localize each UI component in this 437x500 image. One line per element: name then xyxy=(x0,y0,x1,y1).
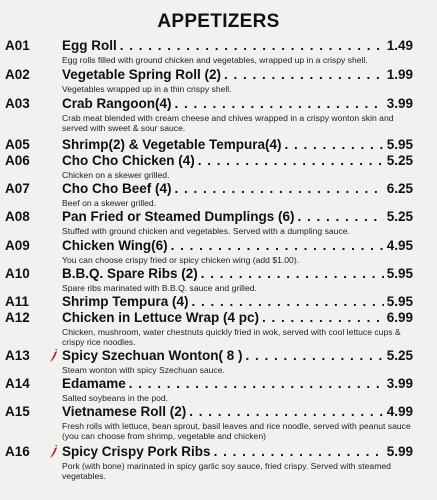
item-name-row xyxy=(62,238,413,254)
item-price: 4.95 xyxy=(386,238,413,253)
item-price: 1.99 xyxy=(386,67,413,82)
leader-dots xyxy=(129,376,384,392)
item-price: 3.99 xyxy=(386,376,413,391)
item-code: A11 xyxy=(5,294,30,309)
item-code: A10 xyxy=(5,266,30,281)
item-description: Chicken on a skewer grilled. xyxy=(62,170,170,180)
item-description: You can choose crispy fried or spicy chicken wing (add $1.00). xyxy=(62,255,300,265)
leader-dots xyxy=(192,294,384,310)
item-name-row xyxy=(62,67,413,83)
item-name: B.B.Q. Spare Ribs (2) xyxy=(62,266,198,281)
item-name: Shrimp(2) & Vegetable Tempura(4) xyxy=(62,137,282,152)
item-code: A13 xyxy=(5,348,30,363)
item-price: 6.99 xyxy=(386,310,413,325)
item-name-row xyxy=(62,137,413,153)
item-description: Stuffed with ground chicken and vegetables. Served with a dumpling sauce. xyxy=(62,226,350,236)
chili-pepper-icon xyxy=(48,349,59,363)
item-code: A08 xyxy=(5,209,30,224)
item-name-row xyxy=(62,404,413,420)
item-name: Cho Cho Beef (4) xyxy=(62,181,172,196)
item-price: 5.95 xyxy=(386,137,413,152)
item-price: 1.49 xyxy=(386,38,413,53)
item-name-row xyxy=(62,181,413,197)
item-price: 3.99 xyxy=(386,96,413,111)
leader-dots xyxy=(214,444,384,460)
item-name: Spicy Szechuan Wonton( 8 ) xyxy=(62,348,243,363)
item-code: A15 xyxy=(5,404,30,419)
leader-dots xyxy=(298,209,384,225)
item-name: Crab Rangoon(4) xyxy=(62,96,172,111)
item-code: A12 xyxy=(5,310,30,325)
item-description: Egg rolls filled with ground chicken and vegetables, wrapped up in a crispy shell. xyxy=(62,55,368,65)
item-name: Shrimp Tempura (4) xyxy=(62,294,189,309)
leader-dots xyxy=(171,238,384,254)
leader-dots xyxy=(189,404,383,420)
item-price: 5.25 xyxy=(386,348,413,363)
item-code: A16 xyxy=(5,444,30,459)
leader-dots xyxy=(285,137,384,153)
chili-pepper-icon xyxy=(48,445,59,459)
item-description: Fresh rolls with lettuce, bean sprout, basil leaves and rice noodle, served with peanut sauce (you can choose from shrimp, vegetable and chicken) xyxy=(62,421,411,441)
item-name: Edamame xyxy=(62,376,126,391)
leader-dots xyxy=(198,153,384,169)
item-code: A09 xyxy=(5,238,30,253)
item-description: Pork (with bone) marinated in spicy garlic soy sauce, fried crispy. Served with steamed vegetables. xyxy=(62,461,391,481)
item-price: 5.25 xyxy=(386,153,413,168)
leader-dots xyxy=(262,310,384,326)
leader-dots xyxy=(120,38,384,54)
item-description: Vegetables wrapped up in a thin crispy shell. xyxy=(62,84,232,94)
section-title: APPETIZERS xyxy=(157,11,280,32)
item-price: 4.99 xyxy=(386,404,413,419)
leader-dots xyxy=(175,96,384,112)
item-name-row xyxy=(62,38,413,54)
item-code: A02 xyxy=(5,67,30,82)
item-price: 5.95 xyxy=(386,294,413,309)
item-price: 6.25 xyxy=(386,181,413,196)
item-name-row xyxy=(62,348,413,364)
item-description: Spare ribs marinated with B.B.Q. sauce and grilled. xyxy=(62,283,257,293)
item-code: A06 xyxy=(5,153,30,168)
item-name-row xyxy=(62,444,413,460)
item-description: Beef on a skewer grilled. xyxy=(62,198,157,208)
item-name-row xyxy=(62,96,413,112)
item-code: A03 xyxy=(5,96,30,111)
item-name-row xyxy=(62,376,413,392)
item-name: Cho Cho Chicken (4) xyxy=(62,153,195,168)
item-name: Chicken in Lettuce Wrap (4 pc) xyxy=(62,310,260,325)
leader-dots xyxy=(224,67,384,83)
leader-dots xyxy=(246,348,384,364)
item-name: Pan Fried or Steamed Dumplings (6) xyxy=(62,209,295,224)
item-price: 5.95 xyxy=(386,266,413,281)
item-code: A14 xyxy=(5,376,30,391)
item-name: Vietnamese Roll (2) xyxy=(62,404,187,419)
item-description: Steam wonton with spicy Szechuan sauce. xyxy=(62,365,225,375)
item-code: A05 xyxy=(5,137,30,152)
item-code: A07 xyxy=(5,181,30,196)
item-name-row xyxy=(62,294,413,310)
leader-dots xyxy=(175,181,384,197)
item-description: Salted soybeans in the pod. xyxy=(62,393,169,403)
item-price: 5.99 xyxy=(386,444,413,459)
item-name: Spicy Crispy Pork Ribs xyxy=(62,444,211,459)
item-description: Chicken, mushroom, water chestnuts quickly fried in wok, served with cool lettuce cups & crispy rice noodles. xyxy=(62,327,401,347)
item-name: Chicken Wing(6) xyxy=(62,238,168,253)
item-name-row xyxy=(62,153,413,169)
item-description: Crab meat blended with cream cheese and chives wrapped in a crispy wonton skin and served with sweet & sour sauce. xyxy=(62,113,394,133)
item-name-row xyxy=(62,310,413,326)
item-name: Egg Roll xyxy=(62,38,117,53)
item-code: A01 xyxy=(5,38,30,53)
item-name-row xyxy=(62,209,413,225)
item-name: Vegetable Spring Roll (2) xyxy=(62,67,222,82)
item-price: 5.25 xyxy=(386,209,413,224)
leader-dots xyxy=(201,266,384,282)
item-name-row xyxy=(62,266,413,282)
